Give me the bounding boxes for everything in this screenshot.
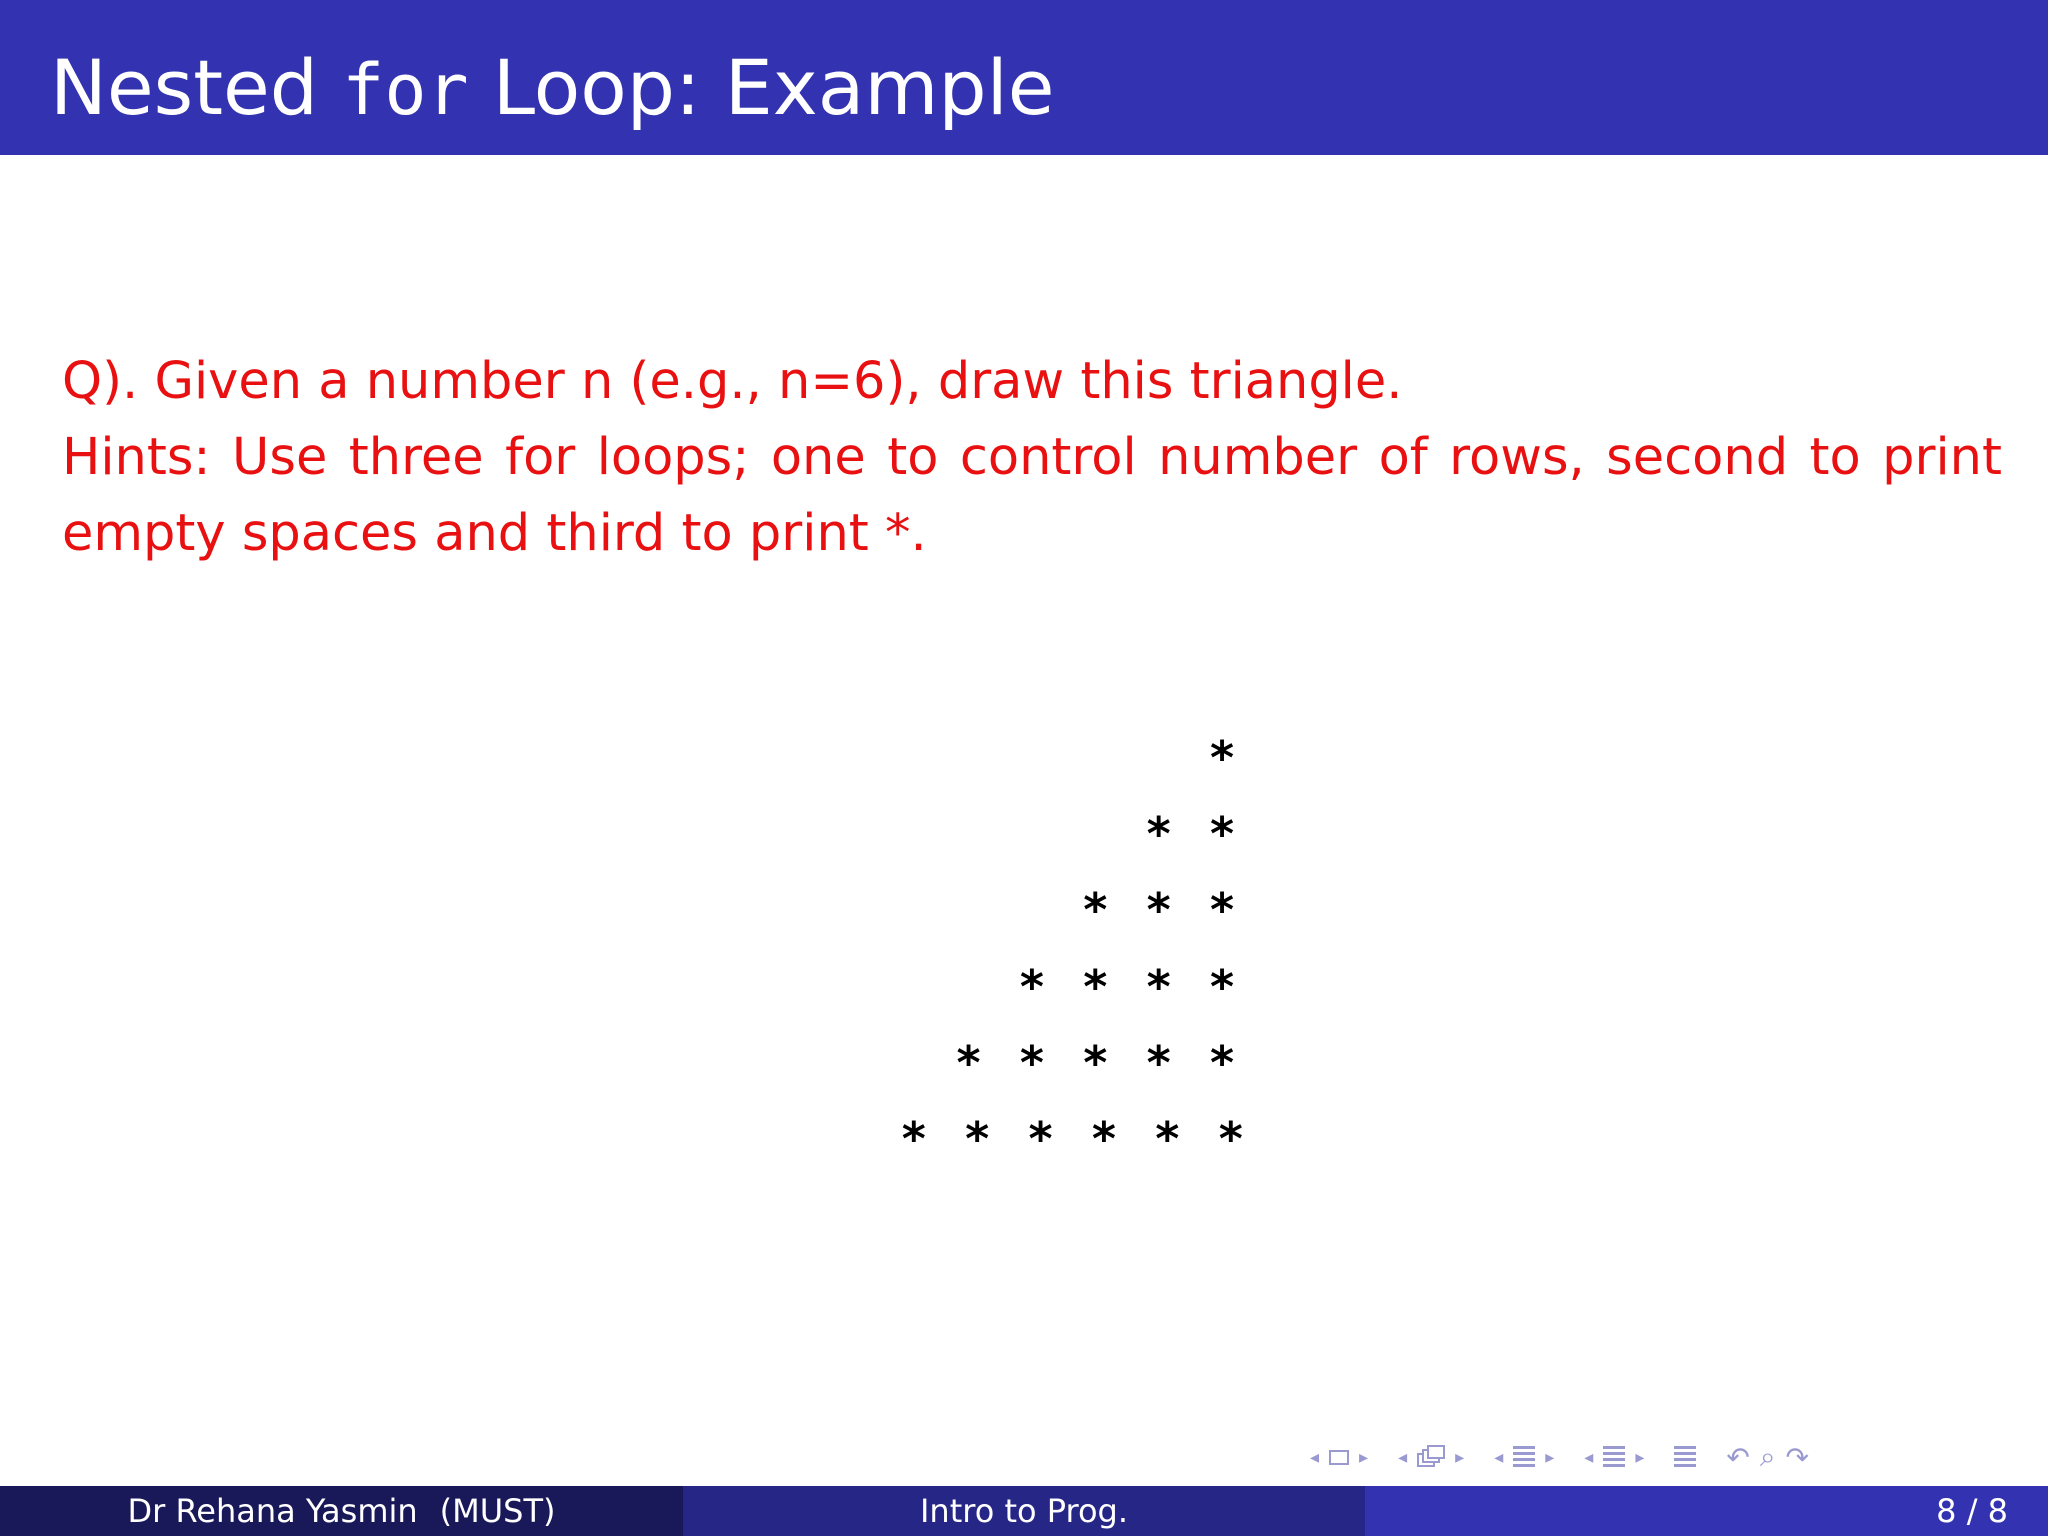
question-block xyxy=(62,344,2002,572)
title-prefix: Nested xyxy=(50,43,343,132)
triangle-row: * * * * xyxy=(1018,959,1240,1014)
subsection-icon xyxy=(1513,1446,1535,1468)
triangle-row: * xyxy=(1208,731,1240,785)
star-triangle xyxy=(900,720,1249,1177)
beamer-navigation xyxy=(1310,1440,1839,1474)
title-code-keyword: for xyxy=(342,49,469,131)
title-suffix: Loop: Example xyxy=(468,43,1055,132)
back-icon[interactable]: ↶ xyxy=(1726,1440,1750,1474)
triangle-row: * * * xyxy=(1081,883,1240,938)
toc-nav[interactable] xyxy=(1674,1446,1696,1468)
prev-frame-icon[interactable]: ◂ xyxy=(1398,1446,1408,1468)
triangle-row: * * * * * xyxy=(954,1035,1240,1090)
footer-author: Dr Rehana Yasmin xyxy=(127,1492,418,1530)
forward-icon[interactable]: ↷ xyxy=(1785,1440,1809,1474)
footer-bar xyxy=(0,1486,2048,1536)
toc-icon[interactable] xyxy=(1674,1446,1696,1468)
frame-nav-icon[interactable] xyxy=(1398,1445,1464,1469)
title-bar xyxy=(0,0,2048,155)
slide-title xyxy=(50,38,1055,140)
question-text: Q). Given a number n (e.g., n=6), draw this triangle. xyxy=(62,352,1403,411)
footer-author-section xyxy=(0,1486,683,1536)
next-slide-icon[interactable]: ▸ xyxy=(1359,1446,1369,1468)
prev-subsection-icon[interactable]: ◂ xyxy=(1494,1446,1504,1468)
next-frame-icon[interactable]: ▸ xyxy=(1455,1446,1465,1468)
triangle-row: * * xyxy=(1144,807,1240,862)
slide-nav-icon[interactable] xyxy=(1310,1447,1368,1468)
hints-text: Hints: Use three for loops; one to control number of rows, second to print empty spaces and third to print *. xyxy=(62,428,2002,563)
prev-section-icon[interactable]: ◂ xyxy=(1584,1446,1594,1468)
next-section-icon[interactable]: ▸ xyxy=(1635,1446,1645,1468)
footer-institute: (MUST) xyxy=(439,1492,556,1530)
slide-icon xyxy=(1329,1450,1349,1465)
search-nav[interactable] xyxy=(1726,1440,1809,1474)
subsection-nav-icon[interactable] xyxy=(1494,1446,1554,1468)
prev-slide-icon[interactable]: ◂ xyxy=(1310,1446,1320,1468)
next-subsection-icon[interactable]: ▸ xyxy=(1545,1446,1555,1468)
footer-short-title: Intro to Prog. xyxy=(919,1492,1128,1530)
triangle-row: * * * * * * xyxy=(900,1111,1249,1166)
footer-title-section xyxy=(683,1486,1365,1536)
footer-page-section xyxy=(1365,1486,2048,1536)
page-number: 8 / 8 xyxy=(1936,1492,2008,1530)
search-icon[interactable]: ⌕ xyxy=(1759,1440,1776,1473)
section-nav-icon[interactable] xyxy=(1584,1446,1644,1468)
section-icon xyxy=(1603,1446,1625,1468)
frame-icon xyxy=(1417,1445,1445,1469)
